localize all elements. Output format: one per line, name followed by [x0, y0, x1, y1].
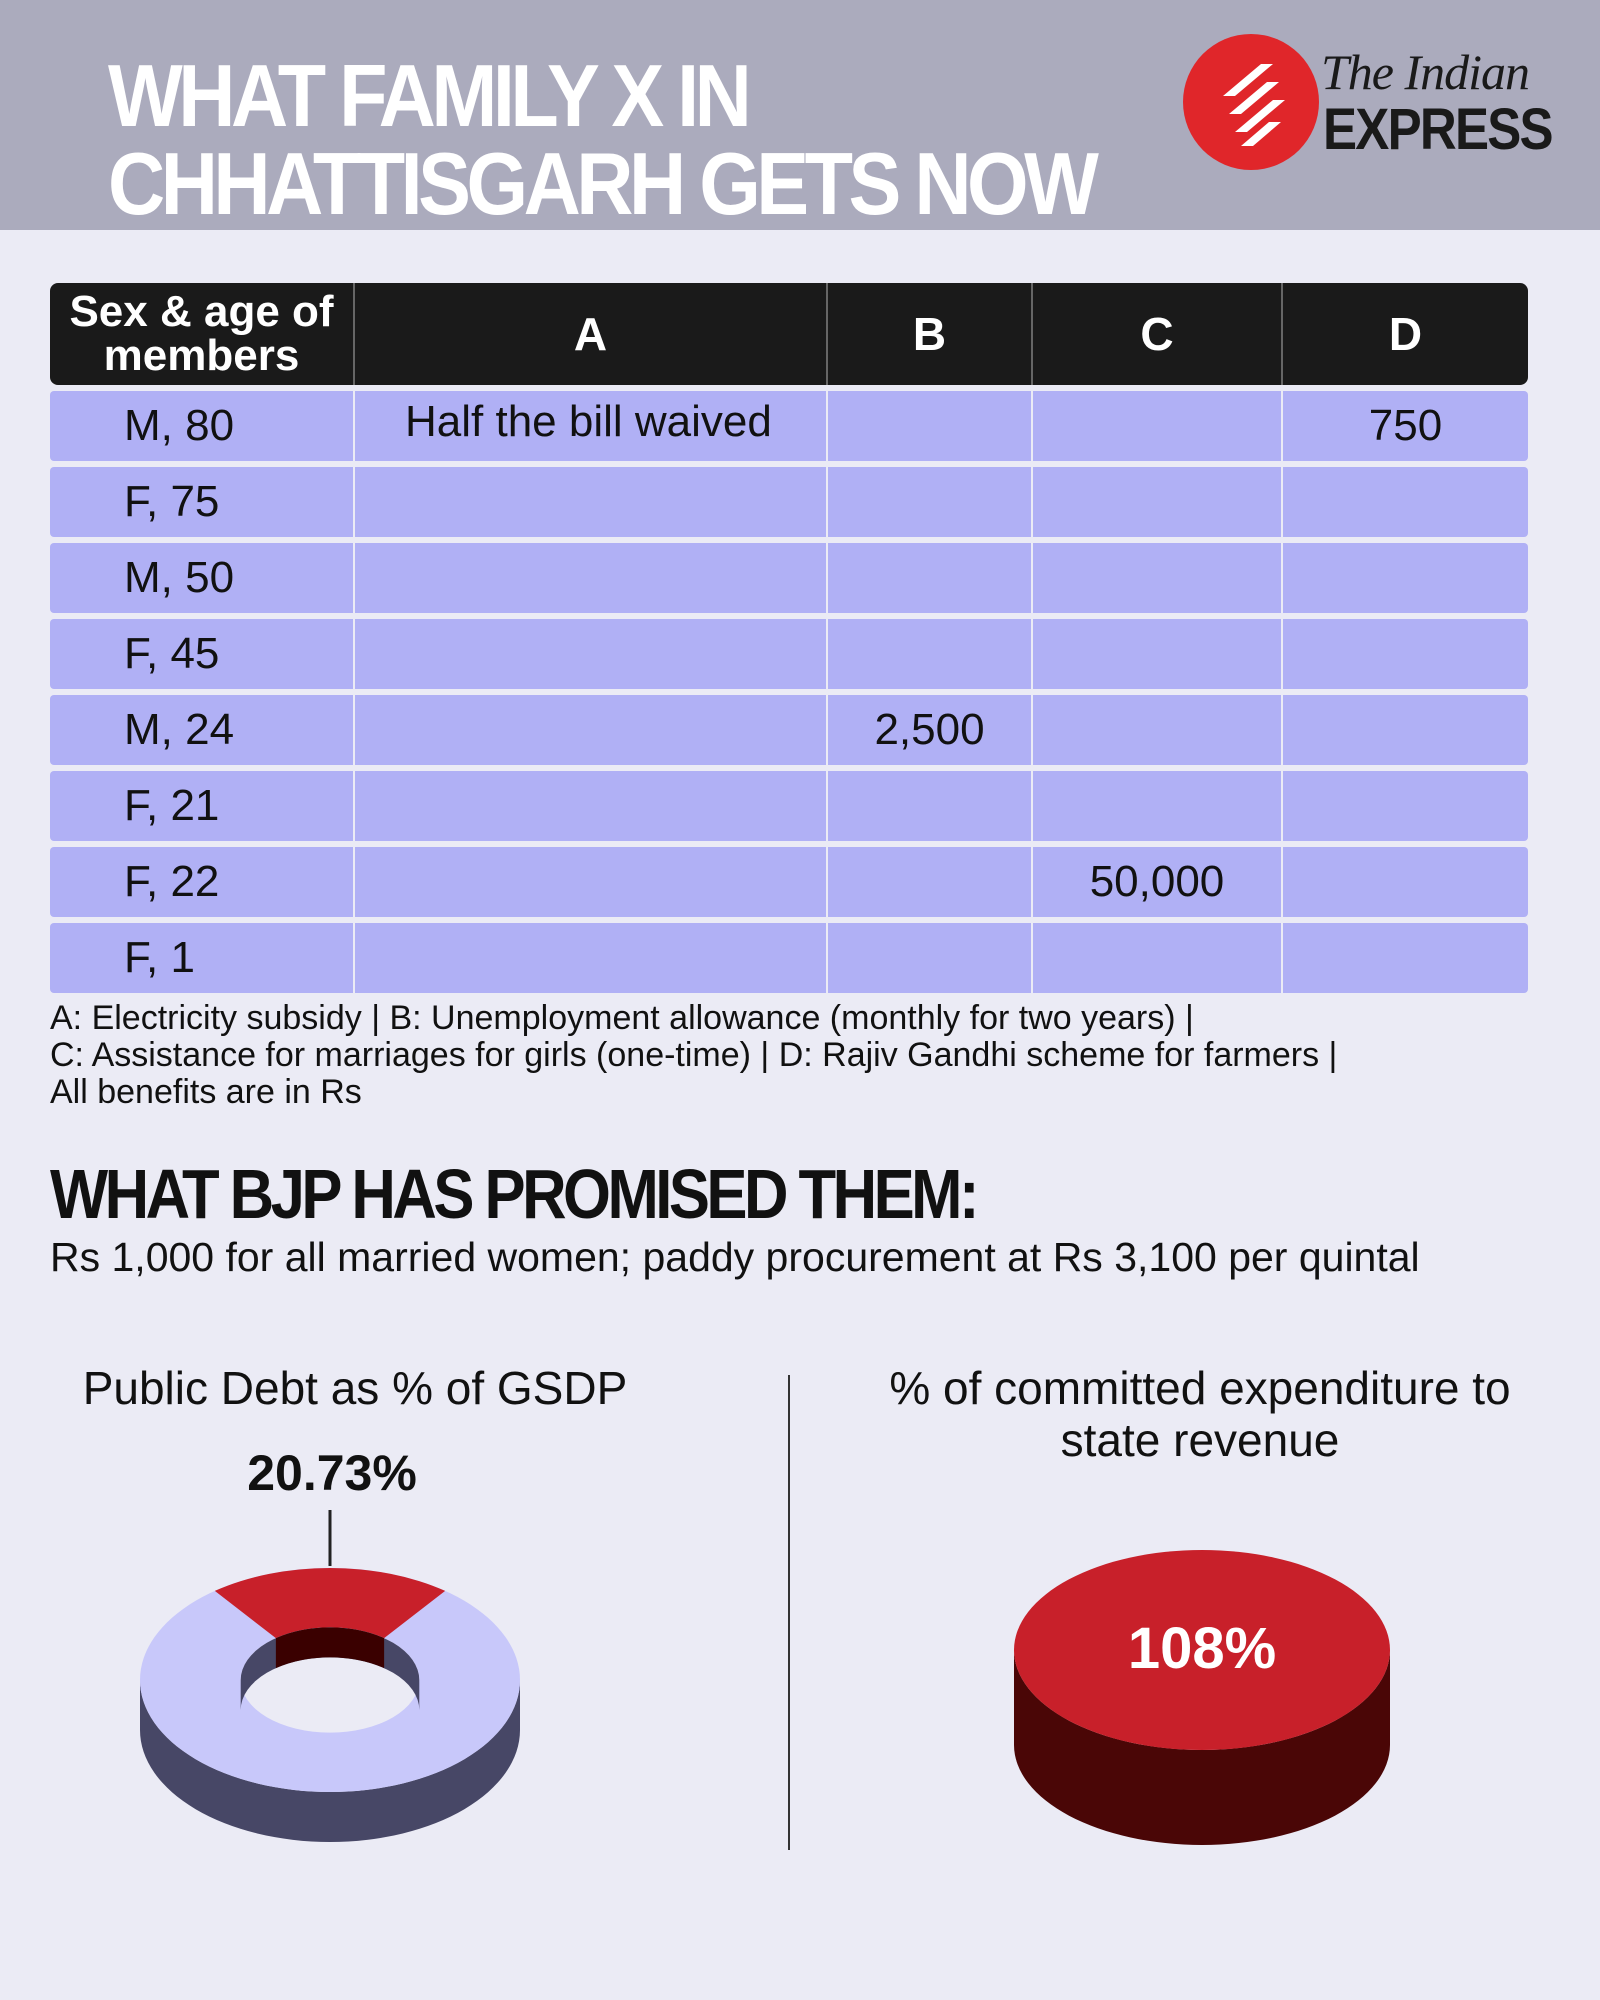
benefits-table: [50, 277, 1528, 999]
column-header-a: A: [355, 283, 828, 385]
allowance-cell: [828, 923, 1033, 993]
table-row: [50, 847, 1528, 917]
expenditure-pie-chart: [980, 1520, 1420, 1820]
electricity-cell: [355, 771, 828, 841]
headline: [108, 46, 1095, 233]
electricity-cell: [355, 543, 828, 613]
member-cell: M, 80: [50, 391, 355, 461]
table-row: [50, 391, 1528, 461]
legend-line-3: All benefits are in Rs: [50, 1073, 362, 1111]
column-header-c: C: [1033, 283, 1283, 385]
electricity-cell: [355, 695, 828, 765]
legend-line-2: C: Assistance for marriages for girls (one-time) | D: Rajiv Gandhi scheme for farmers |: [50, 1036, 1338, 1074]
table-legend: [50, 1000, 1550, 1111]
table-row: [50, 619, 1528, 689]
member-cell: F, 21: [50, 771, 355, 841]
table-header-row: [50, 283, 1528, 385]
table-row: [50, 467, 1528, 537]
marriage-cell: [1033, 467, 1283, 537]
member-cell: F, 75: [50, 467, 355, 537]
donut-data-label: 20.73%: [247, 1445, 417, 1501]
farmer-scheme-cell: [1283, 771, 1528, 841]
headline-line-2: CHHATTISGARH GETS NOW: [108, 134, 1095, 233]
member-cell: F, 1: [50, 923, 355, 993]
allowance-cell: [828, 543, 1033, 613]
electricity-cell: [355, 847, 828, 917]
allowance-cell: 2,500: [828, 695, 1033, 765]
member-cell: F, 45: [50, 619, 355, 689]
column-header-members: [50, 283, 355, 385]
electricity-cell: Half the bill waived: [355, 391, 828, 461]
allowance-cell: [828, 391, 1033, 461]
marriage-cell: [1033, 695, 1283, 765]
table-row: [50, 695, 1528, 765]
allowance-cell: [828, 771, 1033, 841]
electricity-cell: [355, 923, 828, 993]
member-cell: M, 50: [50, 543, 355, 613]
column-header-d: D: [1283, 283, 1528, 385]
debt-chart-title: Public Debt as % of GSDP: [82, 1362, 628, 1414]
marriage-cell: 50,000: [1033, 847, 1283, 917]
member-cell: M, 24: [50, 695, 355, 765]
header-band: [0, 0, 1600, 233]
table-row: [50, 771, 1528, 841]
expenditure-chart-title: % of committed expenditure to state revenue: [889, 1362, 1511, 1466]
table-row: [50, 923, 1528, 993]
farmer-scheme-cell: [1283, 923, 1528, 993]
allowance-cell: [828, 619, 1033, 689]
logo-the-indian: The Indian: [1321, 44, 1530, 100]
marriage-cell: [1033, 619, 1283, 689]
bjp-promise-title: WHAT BJP HAS PROMISED THEM:: [50, 1155, 976, 1233]
marriage-cell: [1033, 771, 1283, 841]
farmer-scheme-cell: 750: [1283, 391, 1528, 461]
electricity-cell: [355, 467, 828, 537]
farmer-scheme-cell: [1283, 847, 1528, 917]
farmer-scheme-cell: [1283, 543, 1528, 613]
bjp-promise-text: Rs 1,000 for all married women; paddy procurement at Rs 3,100 per quintal: [50, 1234, 1420, 1280]
section-divider: [788, 1375, 790, 1850]
indian-express-logo: [1183, 34, 1553, 174]
marriage-cell: [1033, 543, 1283, 613]
logo-mark-icon: [1183, 34, 1319, 170]
logo-express: EXPRESS: [1323, 97, 1552, 162]
allowance-cell: [828, 847, 1033, 917]
column-header-members-text: Sex & age of members: [69, 287, 334, 380]
headline-line-1: WHAT FAMILY X IN: [108, 46, 748, 145]
farmer-scheme-cell: [1283, 695, 1528, 765]
farmer-scheme-cell: [1283, 467, 1528, 537]
table-row: [50, 543, 1528, 613]
legend-line-1: A: Electricity subsidy | B: Unemployment allowance (monthly for two years) |: [50, 999, 1194, 1037]
farmer-scheme-cell: [1283, 619, 1528, 689]
column-header-b: B: [828, 283, 1033, 385]
electricity-cell: [355, 619, 828, 689]
marriage-cell: [1033, 923, 1283, 993]
debt-donut-chart: [100, 1445, 580, 1840]
allowance-cell: [828, 467, 1033, 537]
marriage-cell: [1033, 391, 1283, 461]
pie-data-label: 108%: [1127, 1616, 1277, 1681]
member-cell: F, 22: [50, 847, 355, 917]
